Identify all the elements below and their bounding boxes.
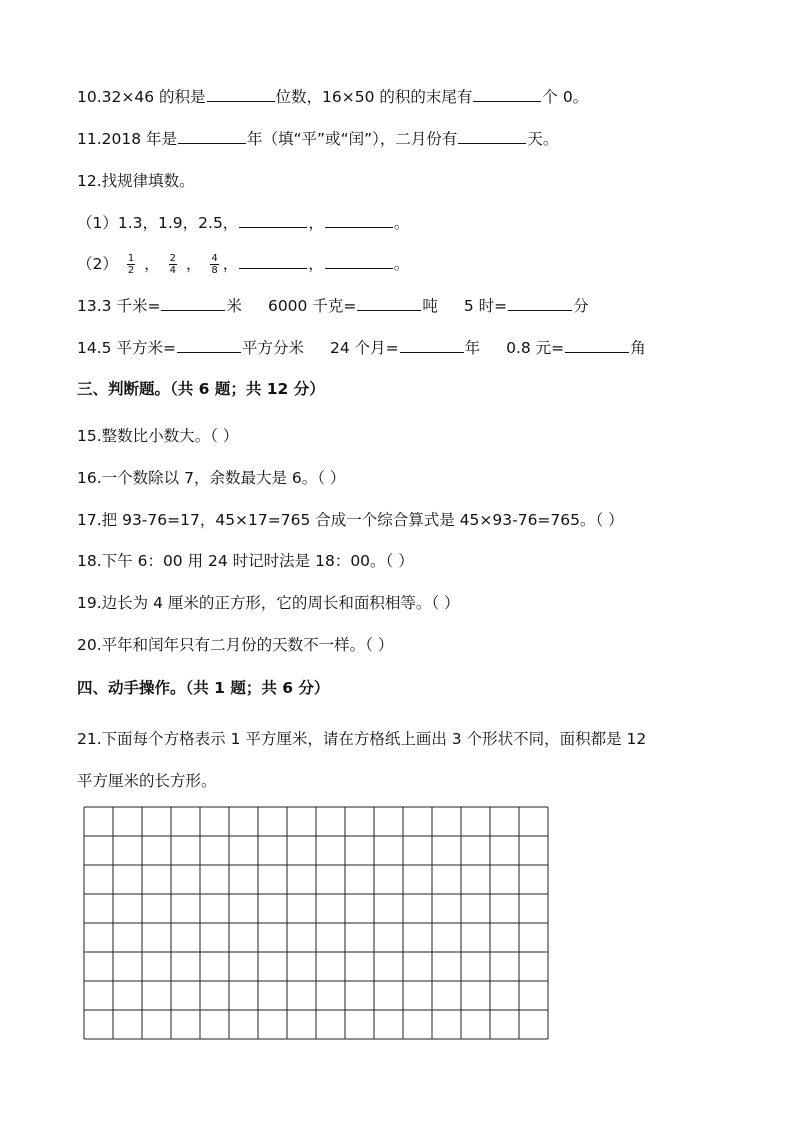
q14-a-unit: 平方分米 — [241, 339, 304, 357]
section-4-heading: 四、动手操作。（共 1 题；共 6 分） — [77, 679, 330, 697]
q10-text-3: 个 0。 — [542, 88, 589, 106]
q12-sub1-blank-2[interactable] — [325, 212, 393, 228]
fraction-3 — [210, 253, 218, 276]
fraction-2-denominator: 4 — [169, 265, 176, 276]
question-17: 17.把 93-76=17，45×17=765 合成一个综合算式是 45×93-76=765。（ ） — [77, 511, 624, 529]
q12-sub2-blank-1[interactable] — [239, 253, 307, 269]
question-15: 15.整数比小数大。（ ） — [77, 427, 239, 445]
q12-sub1-blank-1[interactable] — [239, 212, 307, 228]
q14-c-blank[interactable] — [565, 337, 629, 353]
q13-c-blank[interactable] — [508, 295, 572, 311]
q13-b-text: 6000 千克= — [267, 297, 357, 315]
fraction-1 — [127, 253, 135, 276]
q11-text-3: 天。 — [527, 130, 559, 148]
q11-blank-1[interactable] — [178, 128, 246, 144]
q13-a-blank[interactable] — [161, 295, 225, 311]
square-grid-paper[interactable] — [83, 806, 549, 1040]
q12-sub2-comma-3: ， — [222, 255, 239, 273]
q13-b-blank[interactable] — [357, 295, 421, 311]
q12-sub1-sep: ， — [308, 214, 324, 232]
q13-a-text: 13.3 千米= — [77, 297, 161, 315]
q14-c-text: 0.8 元= — [506, 339, 565, 357]
q14-b-unit: 年 — [464, 339, 481, 357]
section-3-heading: 三、判断题。（共 6 题；共 12 分） — [77, 380, 325, 398]
question-10 — [77, 86, 588, 108]
q12-sub2-end: 。 — [393, 255, 410, 273]
q14-a-text: 14.5 平方米= — [77, 339, 176, 357]
question-12-sub1 — [77, 212, 409, 234]
fraction-3-denominator: 8 — [211, 265, 218, 276]
question-11 — [77, 128, 558, 150]
question-12-sub2 — [77, 253, 409, 276]
question-18: 18.下午 6：00 用 24 时记时法是 18：00。（ ） — [77, 552, 414, 570]
q11-text-2: 年（填“平”或“闰”），二月份有 — [247, 130, 458, 148]
q11-text-1: 11.2018 年是 — [77, 130, 178, 148]
q13-b-unit: 吨 — [422, 297, 438, 315]
q14-c-unit: 角 — [630, 339, 646, 357]
fraction-2 — [169, 253, 177, 276]
fraction-1-numerator: 1 — [127, 253, 135, 264]
question-20: 20.平年和闰年只有二月份的天数不一样。（ ） — [77, 636, 394, 654]
q14-b-text: 24 个月= — [329, 339, 399, 357]
q14-a-blank[interactable] — [177, 337, 241, 353]
q10-blank-1[interactable] — [207, 86, 275, 102]
fraction-3-numerator: 4 — [211, 253, 218, 264]
question-21-line-1: 21.下面每个方格表示 1 平方厘米，请在方格纸上画出 3 个形状不同，面积都是 12 — [77, 730, 647, 748]
q12-sub2-comma-4: ， — [308, 255, 324, 273]
fraction-2-numerator: 2 — [169, 253, 176, 264]
q12-sub2-comma-2: ， — [185, 255, 202, 273]
q10-blank-2[interactable] — [473, 86, 541, 102]
question-16: 16.一个数除以 7，余数最大是 6。（ ） — [77, 469, 346, 487]
q13-c-unit: 分 — [573, 297, 589, 315]
question-19: 19.边长为 4 厘米的正方形，它的周长和面积相等。（ ） — [77, 594, 460, 612]
q13-c-text: 5 时= — [463, 297, 508, 315]
question-21-line-2: 平方厘米的长方形。 — [77, 772, 217, 790]
q12-sub1-end: 。 — [393, 214, 410, 232]
q12-sub2-blank-2[interactable] — [325, 253, 393, 269]
fraction-1-denominator: 2 — [127, 265, 135, 276]
q12-sub2-comma-1: ， — [144, 255, 160, 273]
q12-sub1-prefix: （1）1.3，1.9，2.5， — [77, 214, 239, 232]
question-14 — [77, 337, 646, 359]
question-12-title: 12.找规律填数。 — [77, 172, 195, 190]
q10-text-2: 位数，16×50 的积的末尾有 — [275, 88, 473, 106]
q10-text-1: 10.32×46 的积是 — [77, 88, 206, 106]
q12-sub2-prefix: （2） — [77, 255, 118, 273]
q14-b-blank[interactable] — [400, 337, 464, 353]
q13-a-unit: 米 — [226, 297, 242, 315]
q11-blank-2[interactable] — [458, 128, 526, 144]
question-13 — [77, 295, 589, 317]
